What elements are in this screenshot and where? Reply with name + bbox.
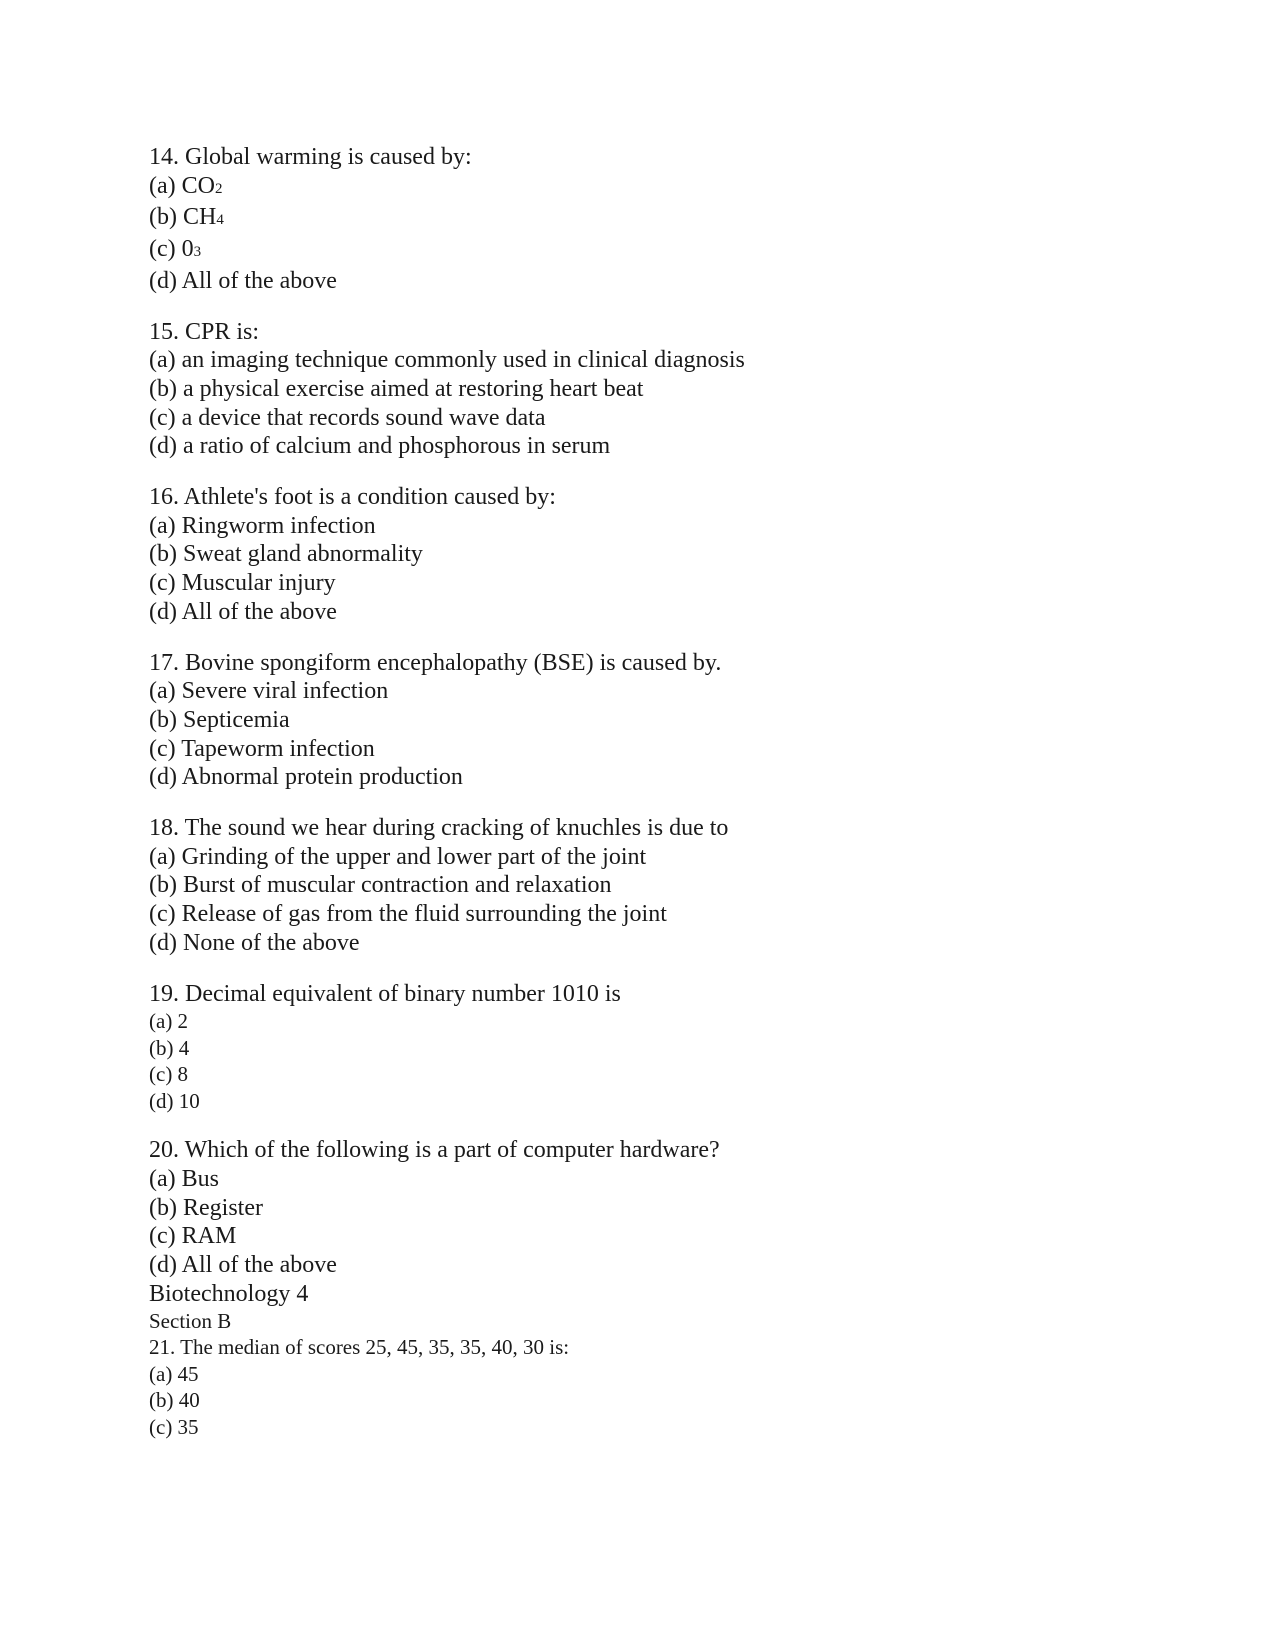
- question-stem: 17. Bovine spongiform encephalopathy (BSE) is caused by.: [149, 649, 722, 676]
- option-a: (a) Ringworm infection: [149, 512, 376, 539]
- question-stem: 14. Global warming is caused by:: [149, 144, 472, 170]
- question-stem: 18. The sound we hear during cracking of knuchles is due to: [149, 815, 729, 842]
- option-b: (b) Septicemia: [149, 706, 290, 733]
- option-c: (c) 03: [149, 236, 202, 263]
- section-heading: Section B: [149, 1309, 232, 1334]
- question-stem: 16. Athlete's foot is a condition caused by:: [149, 484, 556, 511]
- question-20: [149, 1136, 1149, 1280]
- option-d: (d) Abnormal protein production: [149, 764, 463, 791]
- option-d: (d) All of the above: [149, 598, 337, 625]
- option-d: (d) 10: [149, 1088, 200, 1113]
- question-stem: 15. CPR is:: [149, 318, 260, 345]
- option-a: (a) Bus: [149, 1165, 219, 1192]
- option-c: (c) a device that records sound wave data: [149, 404, 546, 431]
- option-b: (b) Register: [149, 1194, 263, 1221]
- option-c: (c) Release of gas from the fluid surrounding the joint: [149, 901, 667, 928]
- option-b: (b) 4: [149, 1035, 190, 1060]
- option-b: (b) a physical exercise aimed at restoring heart beat: [149, 375, 644, 402]
- option-c: (c) 8: [149, 1062, 189, 1087]
- question-21: [149, 1334, 1149, 1440]
- option-c: (c) 35: [149, 1414, 199, 1439]
- question-16: [149, 483, 1149, 627]
- option-d: (d) None of the above: [149, 929, 360, 956]
- option-d: (d) All of the above: [149, 1252, 337, 1279]
- option-c: (c) Tapeworm infection: [149, 735, 375, 762]
- option-a: (a) 45: [149, 1361, 199, 1386]
- option-d: (d) a ratio of calcium and phosphorous in serum: [149, 433, 611, 460]
- question-stem: 19. Decimal equivalent of binary number 1010 is: [149, 980, 621, 1007]
- question-17: [149, 649, 1149, 793]
- option-b: (b) Sweat gland abnormality: [149, 541, 423, 568]
- exam-page: [149, 143, 1149, 1440]
- subject-footer: Biotechnology 4: [149, 1280, 309, 1307]
- option-d: (d) All of the above: [149, 267, 337, 294]
- question-14: [149, 143, 1149, 296]
- option-b: (b) CH4: [149, 204, 224, 231]
- question-19: [149, 980, 1149, 1115]
- question-stem: 20. Which of the following is a part of computer hardware?: [149, 1137, 720, 1164]
- option-b: (b) 40: [149, 1388, 200, 1413]
- option-a: (a) Severe viral infection: [149, 678, 389, 705]
- option-a: (a) 2: [149, 1009, 189, 1034]
- option-a: (a) Grinding of the upper and lower part of the joint: [149, 843, 647, 870]
- option-a: (a) CO2: [149, 172, 223, 199]
- option-a: (a) an imaging technique commonly used in clinical diagnosis: [149, 347, 745, 374]
- question-15: [149, 318, 1149, 462]
- question-stem: 21. The median of scores 25, 45, 35, 35, 40, 30 is:: [149, 1335, 570, 1360]
- question-18: [149, 814, 1149, 958]
- option-c: (c) Muscular injury: [149, 570, 336, 597]
- option-b: (b) Burst of muscular contraction and relaxation: [149, 872, 612, 899]
- option-c: (c) RAM: [149, 1223, 237, 1250]
